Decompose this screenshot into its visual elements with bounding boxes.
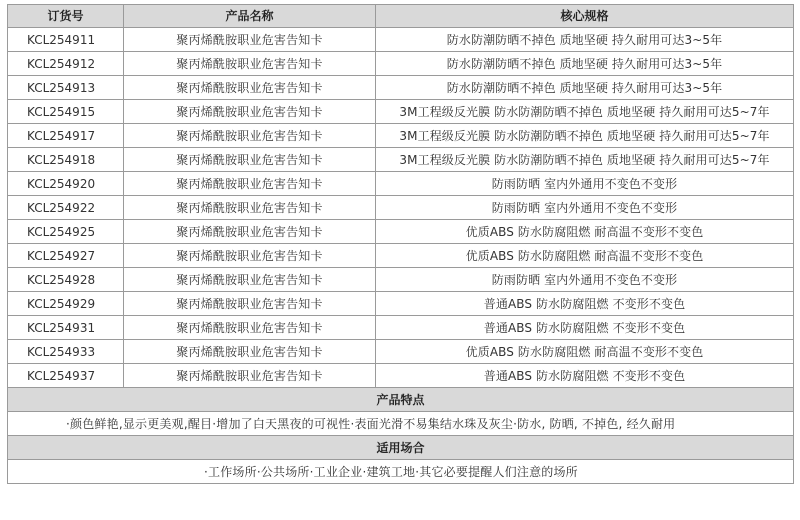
table-header-row [8,5,794,28]
core-spec-cell: 3M工程级反光膜 防水防潮防晒不掉色 质地坚硬 持久耐用可达5~7年 [376,148,794,172]
product-name-cell: 聚丙烯酰胺职业危害告知卡 [124,220,376,244]
order-number-cell: KCL254927 [8,244,124,268]
product-name-cell: 聚丙烯酰胺职业危害告知卡 [124,52,376,76]
order-number-cell: KCL254911 [8,28,124,52]
table-row [8,244,794,268]
product-name-cell: 聚丙烯酰胺职业危害告知卡 [124,76,376,100]
order-number-cell: KCL254931 [8,316,124,340]
product-name-cell: 聚丙烯酰胺职业危害告知卡 [124,124,376,148]
core-spec-cell: 防水防潮防晒不掉色 质地坚硬 持久耐用可达3~5年 [376,76,794,100]
order-number-cell: KCL254920 [8,172,124,196]
table-row [8,52,794,76]
table-row [8,292,794,316]
product-name-cell: 聚丙烯酰胺职业危害告知卡 [124,148,376,172]
core-spec-cell: 防雨防晒 室内外通用不变色不变形 [376,268,794,292]
table-row [8,268,794,292]
features-text: ·颜色鲜艳,显示更美观,醒目·增加了白天黑夜的可视性·表面光滑不易集结水珠及灰尘·防水, 防晒, 不掉色, 经久耐用 [8,412,794,436]
table-row [8,364,794,388]
table-row [8,124,794,148]
product-name-cell: 聚丙烯酰胺职业危害告知卡 [124,28,376,52]
usage-header-row [8,436,794,460]
table-row [8,172,794,196]
core-spec-cell: 优质ABS 防水防腐阻燃 耐高温不变形不变色 [376,340,794,364]
core-spec-cell: 普通ABS 防水防腐阻燃 不变形不变色 [376,316,794,340]
order-number-cell: KCL254912 [8,52,124,76]
product-name-cell: 聚丙烯酰胺职业危害告知卡 [124,172,376,196]
product-name-cell: 聚丙烯酰胺职业危害告知卡 [124,292,376,316]
core-spec-cell: 防水防潮防晒不掉色 质地坚硬 持久耐用可达3~5年 [376,28,794,52]
table-row [8,316,794,340]
features-header-row [8,388,794,412]
order-number-cell: KCL254918 [8,148,124,172]
product-name-cell: 聚丙烯酰胺职业危害告知卡 [124,340,376,364]
product-name-cell: 聚丙烯酰胺职业危害告知卡 [124,100,376,124]
core-spec-cell: 3M工程级反光膜 防水防潮防晒不掉色 质地坚硬 持久耐用可达5~7年 [376,100,794,124]
header-order-number: 订货号 [8,5,124,28]
core-spec-cell: 防雨防晒 室内外通用不变色不变形 [376,172,794,196]
table-row [8,148,794,172]
order-number-cell: KCL254913 [8,76,124,100]
core-spec-cell: 优质ABS 防水防腐阻燃 耐高温不变形不变色 [376,220,794,244]
core-spec-cell: 普通ABS 防水防腐阻燃 不变形不变色 [376,292,794,316]
table-row [8,196,794,220]
order-number-cell: KCL254933 [8,340,124,364]
header-core-spec: 核心规格 [376,5,794,28]
core-spec-cell: 优质ABS 防水防腐阻燃 耐高温不变形不变色 [376,244,794,268]
order-number-cell: KCL254929 [8,292,124,316]
product-name-cell: 聚丙烯酰胺职业危害告知卡 [124,244,376,268]
core-spec-cell: 3M工程级反光膜 防水防潮防晒不掉色 质地坚硬 持久耐用可达5~7年 [376,124,794,148]
order-number-cell: KCL254925 [8,220,124,244]
core-spec-cell: 普通ABS 防水防腐阻燃 不变形不变色 [376,364,794,388]
order-number-cell: KCL254915 [8,100,124,124]
usage-body-row [8,460,794,484]
table-row [8,76,794,100]
product-table [7,4,794,484]
usage-text: ·工作场所·公共场所·工业企业·建筑工地·其它必要提醒人们注意的场所 [8,460,794,484]
features-body-row [8,412,794,436]
product-name-cell: 聚丙烯酰胺职业危害告知卡 [124,196,376,220]
features-title: 产品特点 [8,388,794,412]
order-number-cell: KCL254937 [8,364,124,388]
table-body [8,28,794,388]
core-spec-cell: 防雨防晒 室内外通用不变色不变形 [376,196,794,220]
usage-title: 适用场合 [8,436,794,460]
product-name-cell: 聚丙烯酰胺职业危害告知卡 [124,364,376,388]
core-spec-cell: 防水防潮防晒不掉色 质地坚硬 持久耐用可达3~5年 [376,52,794,76]
table-row [8,28,794,52]
product-name-cell: 聚丙烯酰胺职业危害告知卡 [124,268,376,292]
order-number-cell: KCL254928 [8,268,124,292]
table-row [8,100,794,124]
product-name-cell: 聚丙烯酰胺职业危害告知卡 [124,316,376,340]
order-number-cell: KCL254917 [8,124,124,148]
table-row [8,220,794,244]
product-table-container [7,4,793,484]
order-number-cell: KCL254922 [8,196,124,220]
table-row [8,340,794,364]
header-product-name: 产品名称 [124,5,376,28]
